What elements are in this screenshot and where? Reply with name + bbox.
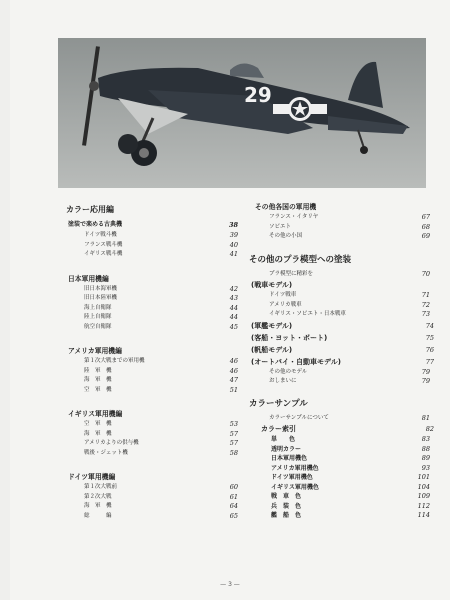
toc-page-number: 104 (417, 482, 430, 491)
toc-entry-label: 陸 軍 機 (84, 367, 112, 374)
toc-row (255, 377, 430, 387)
toc-entry-label: 日本軍用機色 (271, 455, 308, 462)
toc-entry-label: 空 軍 機 (84, 421, 112, 427)
toc-row (68, 430, 238, 440)
group-heading: その他各国の軍用機 (255, 203, 317, 211)
toc-category-row (251, 356, 434, 368)
toc-row (68, 439, 238, 449)
section-title: カラー応用編 (66, 205, 114, 214)
toc-page-number: 68 (421, 222, 430, 231)
toc-row (255, 213, 430, 223)
document-page (10, 0, 450, 600)
toc-row (255, 368, 430, 378)
toc-page-number: 57 (229, 439, 238, 447)
toc-page-number: 70 (421, 269, 430, 278)
toc-entry-label: 第２次大戦 (84, 493, 112, 500)
toc-entry-label: イギリス戦斗機 (84, 251, 123, 257)
toc-row (68, 376, 238, 386)
aircraft-number-marking: 29 (244, 83, 272, 107)
toc-row (255, 473, 430, 483)
toc-page-number: 46 (229, 366, 238, 375)
toc-category-row (251, 279, 430, 291)
toc-row (255, 483, 430, 493)
toc-page-number: 101 (417, 473, 430, 481)
toc-row (68, 285, 238, 295)
toc-entry-label: アメリカ軍用機色 (271, 464, 319, 472)
toc-row (255, 464, 430, 474)
toc-page-number: 93 (421, 463, 430, 472)
toc-entry-label: アメリカ戦車 (269, 301, 302, 308)
toc-entry-label: (軍艦モデル) (251, 321, 293, 330)
toc-page-number: 44 (229, 303, 238, 312)
section-title: カラーサンプル (249, 398, 308, 409)
toc-category-row (251, 332, 434, 344)
toc-page-number: 112 (417, 501, 430, 510)
toc-row (68, 502, 238, 512)
toc-page-number: 47 (229, 376, 238, 384)
toc-page-number: 83 (421, 435, 430, 443)
toc-page-number: 58 (229, 448, 238, 457)
toc-page-number: 64 (229, 502, 238, 510)
toc-page-number: 57 (229, 429, 238, 438)
toc-row (255, 291, 430, 301)
toc-page-number: 44 (229, 313, 238, 321)
toc-page-number: 60 (229, 483, 238, 491)
toc-entry-label: 単 色 (271, 436, 296, 443)
toc-page-number: 51 (229, 385, 238, 394)
toc-entry-label: 海 軍 機 (84, 377, 112, 383)
toc-page-number: 39 (229, 231, 238, 239)
toc-row (255, 301, 430, 311)
toc-entry-label: 兵 装 色 (271, 502, 302, 510)
group-heading: アメリカ軍用機編 (68, 347, 122, 355)
toc-page-number: 40 (229, 240, 238, 249)
toc-entry-label: フランス・イタリヤ (269, 214, 319, 220)
group-heading: イギリス軍用機編 (68, 410, 123, 418)
toc-row (255, 223, 430, 233)
toc-row (68, 219, 238, 231)
toc-page-number: 82 (425, 425, 434, 433)
toc-row (68, 449, 238, 459)
toc-entry-label: イギリス軍用機色 (271, 483, 319, 491)
toc-page-number: 67 (421, 213, 430, 221)
toc-page-number: 76 (425, 345, 434, 354)
toc-row (255, 232, 430, 242)
toc-page-number: 46 (229, 357, 238, 365)
toc-entry-label: (客船・ヨット・ボート) (251, 333, 328, 342)
toc-row (68, 323, 238, 333)
toc-row (68, 367, 238, 377)
aircraft-model-illustration (58, 38, 426, 188)
toc-row (68, 357, 238, 367)
toc-left-column (68, 202, 238, 521)
aircraft-photo (58, 38, 426, 188)
toc-entry-label: フランス戦斗機 (84, 241, 123, 248)
toc-page-number: 65 (229, 511, 238, 520)
toc-page-number: 41 (229, 250, 238, 258)
toc-entry-label: 海上自衛隊 (84, 304, 112, 311)
toc-row (68, 512, 238, 522)
toc-page-number: 71 (421, 291, 430, 299)
toc-category-row (261, 423, 434, 435)
toc-page-number: 72 (421, 300, 430, 309)
group-heading: ドイツ軍用機編 (68, 473, 116, 481)
toc-row (255, 502, 430, 512)
toc-entry-label: 旧日本海軍機 (84, 285, 118, 292)
toc-entry-label: 塗装で楽める古典機 (68, 221, 123, 228)
toc-page-number: 81 (421, 413, 430, 422)
toc-page-number: 75 (425, 333, 434, 342)
toc-entry-label: プラ模型に精彩を (269, 270, 314, 277)
toc-row (255, 310, 430, 320)
toc-entry-label: 第１次大戦前 (84, 484, 118, 490)
toc-page-number: 53 (229, 420, 238, 428)
toc-page-number: 69 (421, 232, 430, 240)
toc-row (68, 493, 238, 503)
toc-entry-label: 海 軍 機 (84, 430, 112, 437)
toc-row (68, 304, 238, 314)
toc-entry-label: 艦 船 色 (271, 512, 302, 519)
toc-row (68, 294, 238, 304)
toc-entry-label: 戦後・ジェット機 (84, 449, 128, 456)
toc-row (255, 414, 430, 424)
toc-row (255, 511, 430, 521)
toc-category-row (251, 344, 434, 356)
toc-right-column (249, 202, 434, 521)
toc-entry-label: その他のモデル (269, 368, 308, 375)
toc-entry-label: 旧日本陸軍機 (84, 295, 118, 301)
toc-entry-label: ソビエト (269, 223, 292, 230)
toc-row (255, 454, 430, 464)
group-heading (68, 219, 238, 231)
group-heading: 日本軍用機編 (68, 274, 109, 283)
toc-entry-label: 陸上自衛隊 (84, 314, 112, 320)
toc-entry-label: (戦車モデル) (251, 281, 293, 289)
toc-row (68, 386, 238, 396)
toc-entry-label: ドイツ戦車 (269, 292, 297, 298)
toc-entry-label: その他の小国 (269, 233, 303, 239)
toc-entry-label: カラー索引 (261, 425, 296, 433)
toc-row (255, 492, 430, 502)
toc-page-number: 42 (229, 284, 238, 293)
toc-page-number: 45 (229, 322, 238, 331)
toc-page-number: 61 (229, 492, 238, 501)
toc-page-number: 109 (417, 492, 430, 500)
toc-page-number: 114 (417, 511, 430, 519)
toc-page-number: 43 (229, 294, 238, 302)
toc-page-number: 88 (421, 444, 430, 453)
toc-entry-label: 空 軍 機 (84, 386, 112, 393)
toc-page-number: 74 (425, 321, 434, 330)
toc-row (255, 435, 430, 445)
toc-page-number: 89 (421, 454, 430, 462)
toc-entry-label: ドイツ軍用機色 (271, 474, 313, 481)
toc-row (68, 250, 238, 260)
toc-entry-label: 海 軍 機 (84, 503, 112, 509)
toc-row (68, 241, 238, 251)
toc-entry-label: 第１次大戦までの軍用機 (84, 358, 145, 364)
toc-entry-label: 航空自衛隊 (84, 323, 112, 330)
toc-page-number: 79 (421, 377, 430, 385)
toc-page-number: 38 (228, 221, 238, 229)
toc-page-number: 73 (421, 310, 430, 318)
toc-entry-label: 戦 車 色 (271, 493, 302, 500)
toc-row (255, 270, 430, 280)
toc-entry-label: カラーサンプルについて (269, 414, 329, 421)
toc-entry-label: ドイツ戦斗機 (84, 232, 117, 238)
toc-row (68, 420, 238, 430)
toc-row (68, 313, 238, 323)
toc-entry-label: おしまいに (269, 378, 297, 384)
toc-entry-label: 透明カラー (271, 445, 302, 453)
toc-category-row (251, 320, 434, 332)
section-title: その他のプラ模型への塗装 (249, 254, 352, 265)
toc-page-number: 77 (425, 357, 434, 366)
toc-row (68, 231, 238, 241)
toc-row (255, 445, 430, 455)
page-number-footer: — 3 — (220, 581, 240, 588)
toc-row (68, 483, 238, 493)
toc-entry-label: (帆船モデル) (251, 345, 293, 354)
toc-entry-label: (オートバイ・自動車モデル) (251, 357, 341, 366)
toc-entry-label: イギリス・ソビエト・日本戦車 (269, 311, 346, 317)
toc-entry-label: アメリカよりの供与機 (84, 440, 139, 446)
toc-entry-label: 総 編 (84, 512, 112, 519)
toc-page-number: 79 (421, 367, 430, 376)
